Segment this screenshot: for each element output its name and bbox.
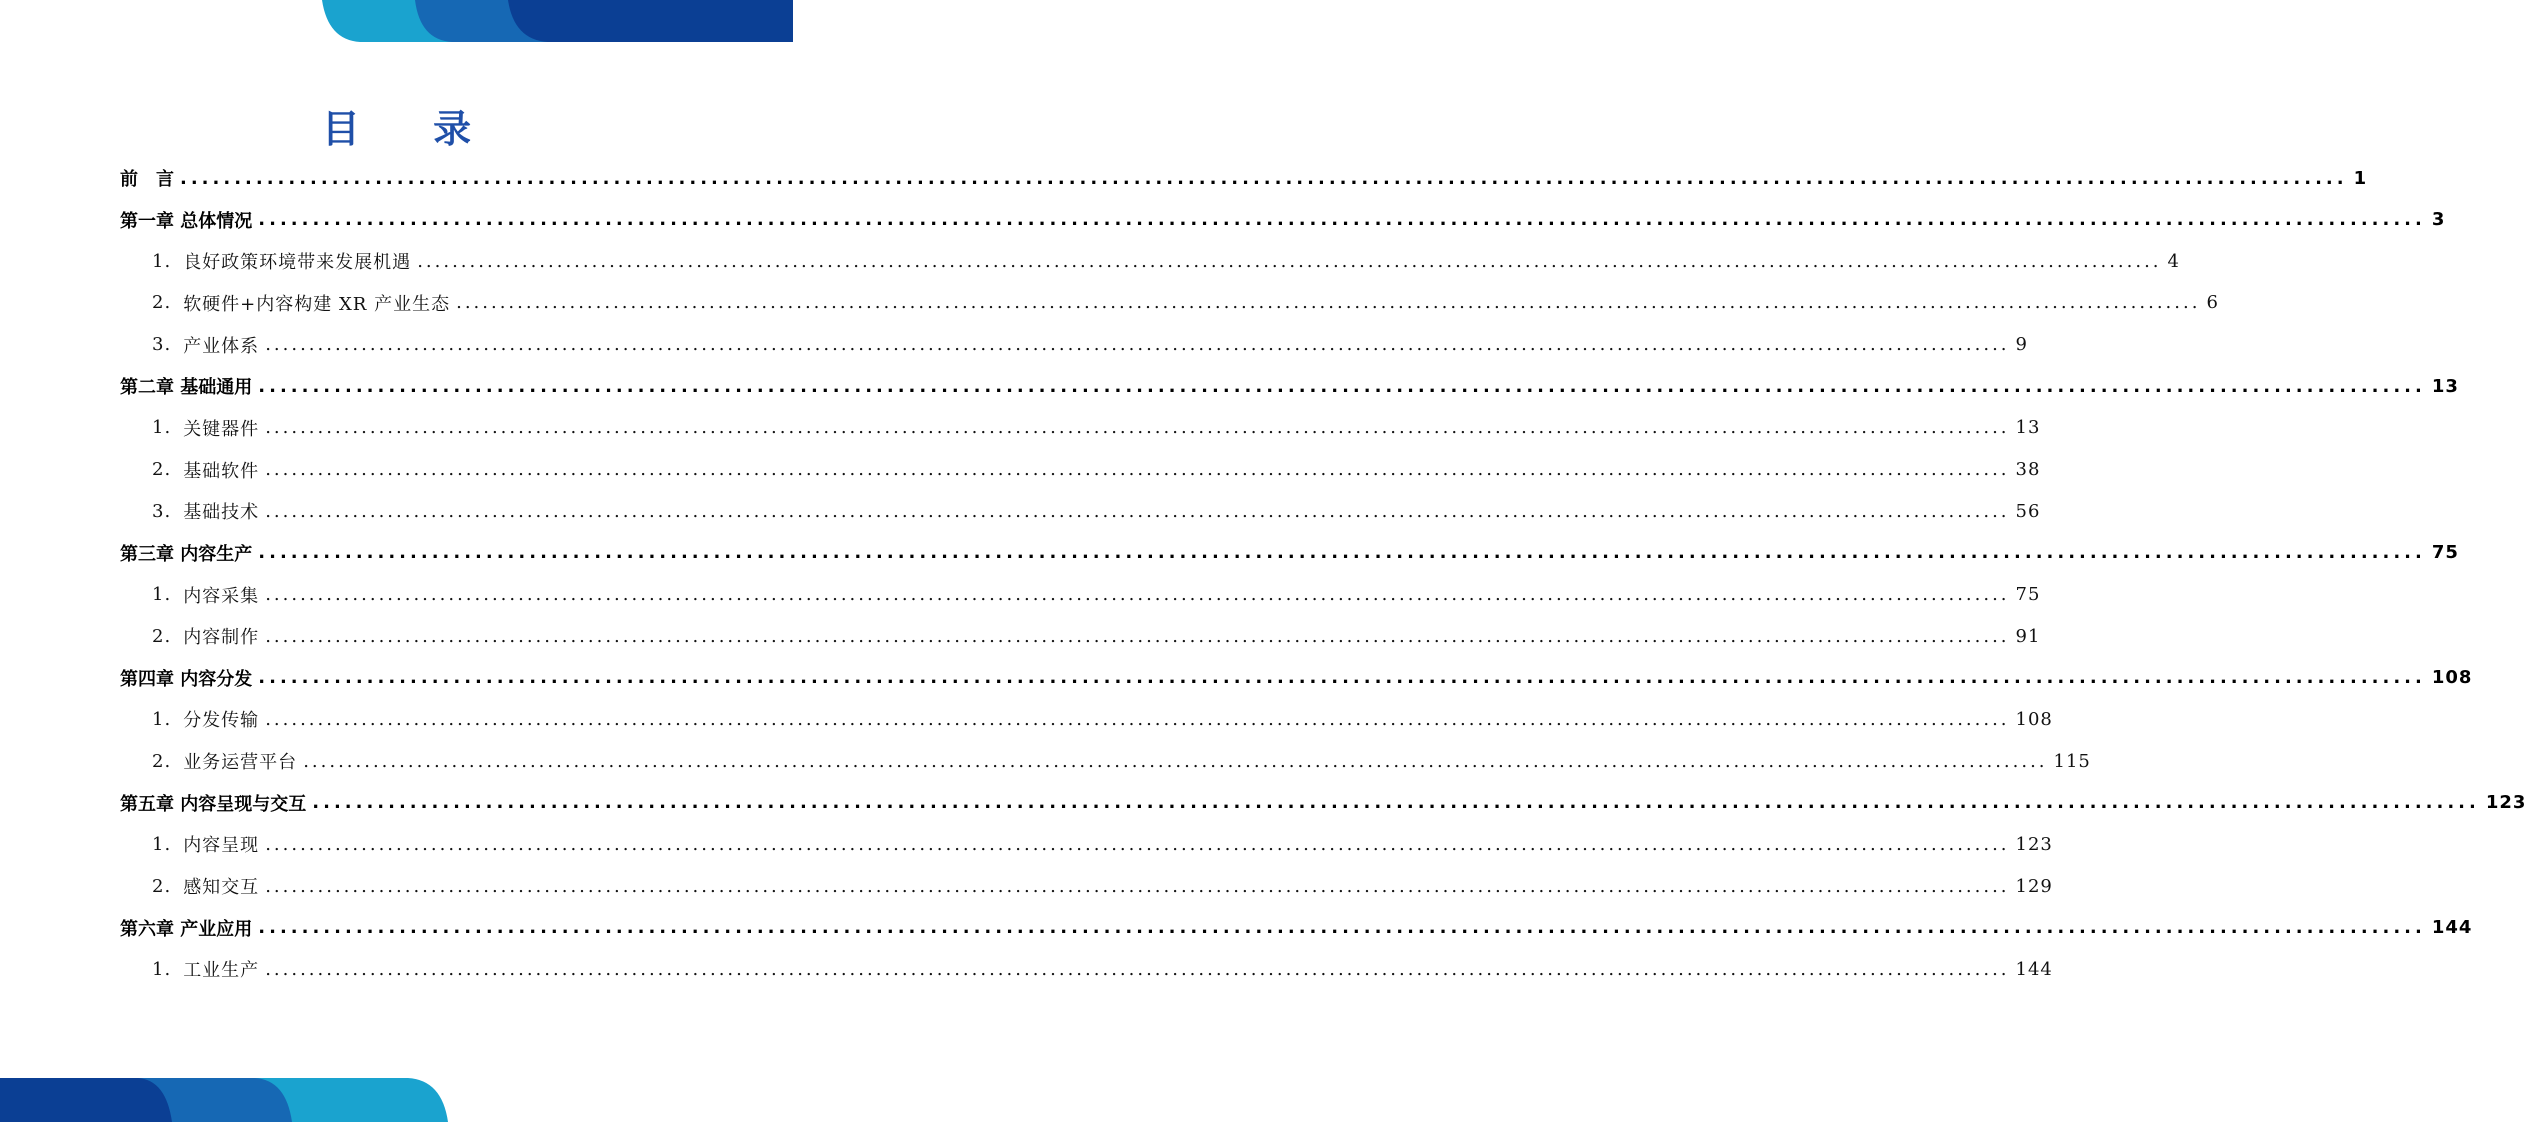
toc-page-number: 4 (2167, 250, 2180, 272)
toc-entry-label: 产业体系 (183, 335, 260, 357)
toc-dot-leader: ........................................................................................................................................................................................................ (303, 750, 2048, 772)
toc-entry-label: 内容制作 (183, 627, 260, 649)
toc-page-number: 13 (2015, 417, 2041, 439)
toc-page-number: 9 (2015, 334, 2028, 356)
toc-section-entry[interactable] (120, 330, 2028, 360)
toc-section-entry[interactable] (120, 621, 2041, 651)
toc-entry-label: 第一章 总体情况 (120, 210, 253, 232)
toc-dot-leader: ........................................................................................................................................................................................................ (265, 833, 2010, 855)
toc-dot-leader: ........................................................................................................................................................................................................ (180, 167, 2348, 189)
toc-entry-label: 关键器件 (183, 418, 260, 440)
toc-page-number: 108 (2431, 667, 2473, 689)
toc-section-entry[interactable] (120, 496, 2041, 526)
toc-dot-leader: ........................................................................................................................................................................................................ (265, 334, 2010, 356)
toc-chapter-entry[interactable] (120, 913, 2473, 943)
toc-dot-leader: ........................................................................................................................................................................................................ (258, 209, 2426, 231)
toc-entry-number: 1. (152, 708, 172, 730)
toc-entry-label: 内容采集 (183, 585, 260, 607)
toc-dot-leader: ........................................................................................................................................................................................................ (265, 417, 2010, 439)
toc-dot-leader: ........................................................................................................................................................................................................ (258, 917, 2426, 939)
toc-dot-leader: ........................................................................................................................................................................................................ (265, 584, 2010, 605)
toc-entry-number: 2. (152, 875, 172, 897)
toc-entry-number: 3. (152, 334, 172, 356)
toc-entry-number: 1. (152, 958, 172, 980)
toc-page-number: 123 (2015, 833, 2053, 855)
toc-entry-number: 1. (152, 250, 172, 272)
toc-entry-label: 良好政策环境带来发展机遇 (183, 252, 412, 274)
toc-section-entry[interactable] (120, 455, 2041, 485)
toc-page-number: 3 (2431, 209, 2446, 231)
toc-dot-leader: ........................................................................................................................................................................................................ (265, 459, 2010, 481)
toc-section-entry[interactable] (120, 871, 2053, 901)
toc-section-entry[interactable] (120, 413, 2041, 443)
toc-dot-leader: ........................................................................................................................................................................................................ (312, 792, 2480, 814)
toc-entry-label: 第三章 内容生产 (120, 543, 253, 565)
toc-dot-leader: ........................................................................................................................................................................................................ (265, 708, 2010, 730)
toc-entry-number: 3. (152, 500, 172, 522)
toc-entry-label: 第二章 基础通用 (120, 377, 253, 399)
toc-section-entry[interactable] (120, 829, 2053, 859)
toc-entry-number: 2. (152, 750, 172, 772)
toc-page-number: 13 (2431, 375, 2459, 397)
toc-entry-label: 基础软件 (183, 460, 260, 482)
toc-page-number: 6 (2206, 292, 2219, 314)
toc-dot-leader: ........................................................................................................................................................................................................ (265, 500, 2010, 522)
toc-dot-leader: ........................................................................................................................................................................................................ (265, 958, 2010, 980)
toc-entry-label: 工业生产 (183, 960, 260, 982)
toc-section-entry[interactable] (120, 704, 2053, 734)
toc-entry-label: 第六章 产业应用 (120, 918, 253, 940)
toc-entry-number: 1. (152, 833, 172, 855)
toc-page-number: 1 (2353, 167, 2368, 189)
toc-page-number: 75 (2431, 542, 2459, 564)
toc-chapter-entry[interactable] (120, 163, 2368, 193)
toc-dot-leader: ........................................................................................................................................................................................................ (258, 667, 2426, 689)
toc-entry-number: 1. (152, 417, 172, 439)
toc-section-entry[interactable] (120, 746, 2091, 776)
toc-chapter-entry[interactable] (120, 538, 2459, 568)
toc-dot-leader: ........................................................................................................................................................................................................ (258, 375, 2426, 397)
toc-entry-label: 分发传输 (183, 710, 260, 732)
toc-dot-leader: ........................................................................................................................................................................................................ (258, 542, 2426, 564)
toc-page-number: 129 (2015, 875, 2053, 897)
page-title: 目 录 (321, 107, 502, 151)
footer-decoration (0, 1078, 793, 1122)
toc-chapter-entry[interactable] (120, 663, 2473, 693)
toc-section-entry[interactable] (120, 246, 2180, 276)
toc-dot-leader: ........................................................................................................................................................................................................ (265, 625, 2010, 647)
toc-page-number: 75 (2015, 584, 2041, 605)
toc-entry-number: 1. (152, 584, 172, 605)
toc-page-number: 123 (2485, 792, 2526, 814)
toc-page-number: 56 (2015, 500, 2041, 522)
toc-entry-label: 软硬件+内容构建 XR 产业生态 (183, 293, 451, 315)
toc-chapter-entry[interactable] (120, 788, 2526, 818)
toc-page-number: 38 (2015, 459, 2041, 481)
toc-dot-leader: ........................................................................................................................................................................................................ (265, 875, 2010, 897)
toc-entry-label: 前 言 (120, 169, 174, 190)
toc-page-number: 144 (2015, 958, 2053, 980)
toc-entry-label: 感知交互 (183, 877, 260, 899)
toc-entry-label: 第五章 内容呈现与交互 (120, 793, 307, 815)
toc-section-entry[interactable] (120, 288, 2219, 318)
toc-section-entry[interactable] (120, 954, 2053, 984)
toc-entry-number: 2. (152, 292, 172, 314)
toc-page-number: 144 (2431, 917, 2473, 939)
toc-chapter-entry[interactable] (120, 371, 2459, 401)
toc-page-number: 108 (2015, 708, 2053, 730)
toc-dot-leader: ........................................................................................................................................................................................................ (456, 292, 2201, 314)
toc-entry-label: 第四章 内容分发 (120, 668, 253, 690)
toc-entry-label: 基础技术 (183, 502, 260, 524)
toc-entry-label: 内容呈现 (183, 835, 260, 857)
toc-chapter-entry[interactable] (120, 205, 2446, 235)
toc-entry-label: 业务运营平台 (183, 752, 298, 774)
toc-page-number: 91 (2015, 625, 2041, 647)
toc-section-entry[interactable] (120, 580, 2041, 610)
toc-page-number: 115 (2053, 750, 2091, 772)
toc-entry-number: 2. (152, 459, 172, 481)
toc-entry-number: 2. (152, 625, 172, 647)
toc-dot-leader: ........................................................................................................................................................................................................ (417, 250, 2162, 272)
